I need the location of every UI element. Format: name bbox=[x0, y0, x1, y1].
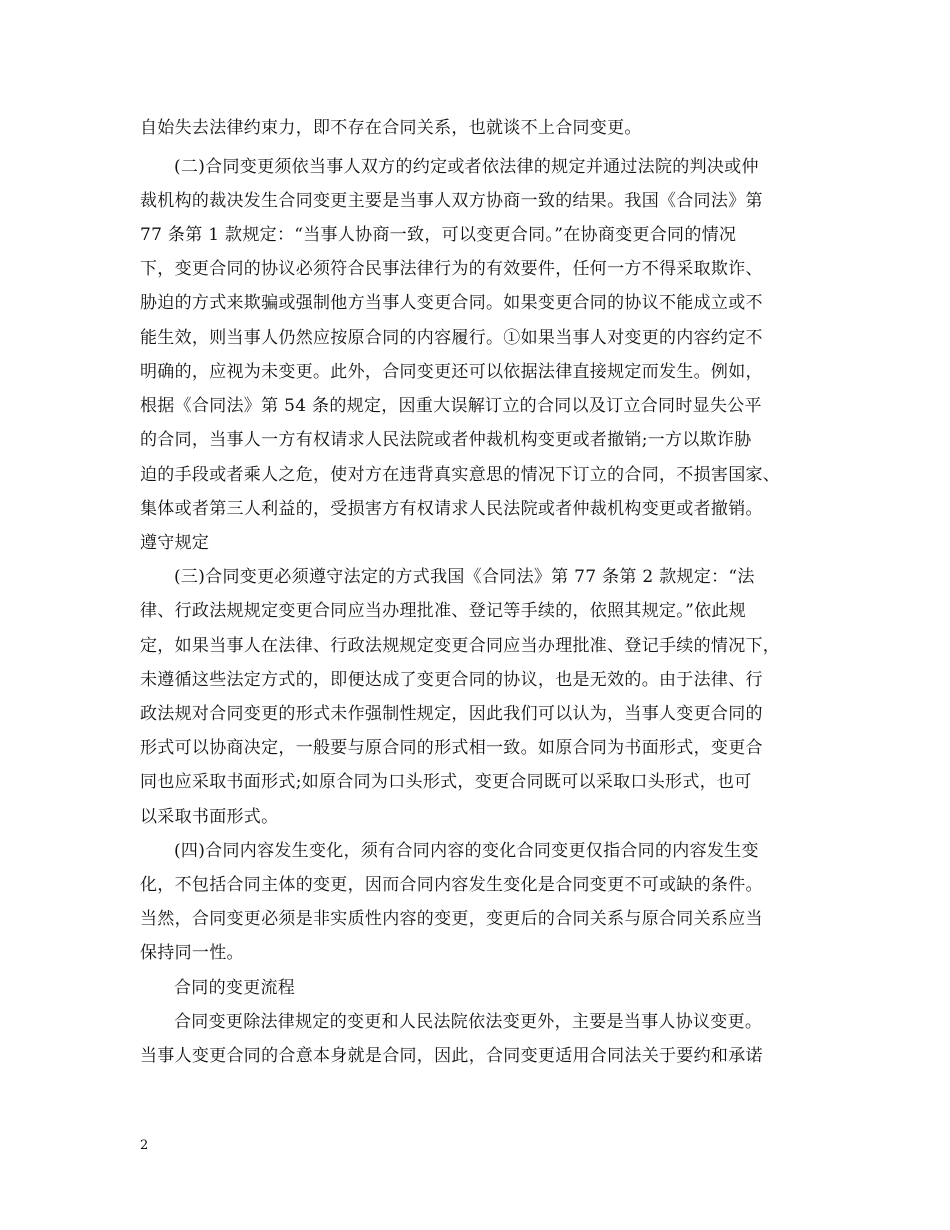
body-line: 77 条第 1 款规定：“当事人协商一致，可以变更合同。”在协商变更合同的情况 bbox=[140, 225, 737, 245]
body-line: 政法规对合同变更的形式未作强制性规定，因此我们可以认为，当事人变更合同的 bbox=[140, 704, 763, 724]
body-line: 能生效，则当事人仍然应按原合同的内容履行。①如果当事人对变更的内容约定不 bbox=[140, 328, 763, 348]
body-line: 当事人变更合同的合意本身就是合同，因此，合同变更适用合同法关于要约和承诺 bbox=[140, 1046, 763, 1066]
body-line: 形式可以协商决定，一般要与原合同的形式相一致。如原合同为书面形式，变更合 bbox=[140, 738, 763, 758]
body-line: 集体或者第三人利益的，受损害方有权请求人民法院或者仲裁机构变更或者撤销。 bbox=[140, 499, 763, 519]
paragraph-4-heading-line: (四)合同内容发生变化，须有合同内容的变化合同变更仅指合同的内容发生变 bbox=[174, 841, 759, 861]
section-label: 遵守规定 bbox=[140, 533, 210, 553]
body-line: 以采取书面形式。 bbox=[140, 807, 279, 827]
body-line: 迫的手段或者乘人之危，使对方在违背真实意思的情况下订立的合同，不损害国家、 bbox=[140, 465, 781, 485]
paragraph-2-heading-line: (二)合同变更须依当事人双方的约定或者依法律的规定并通过法院的判决或仲 bbox=[174, 157, 759, 177]
body-line: 同也应采取书面形式;如原合同为口头形式，变更合同既可以采取口头形式，也可 bbox=[140, 772, 752, 792]
section-heading: 合同的变更流程 bbox=[174, 978, 296, 998]
body-line: 定，如果当事人在法律、行政法规规定变更合同应当办理批准、登记手续的情况下， bbox=[140, 636, 781, 656]
body-line: 化，不包括合同主体的变更，因而合同内容发生变化是合同变更不可或缺的条件。 bbox=[140, 875, 763, 895]
page-number: 2 bbox=[140, 1138, 149, 1153]
body-line: 的合同，当事人一方有权请求人民法院或者仲裁机构变更或者撤销;一方以欺诈胁 bbox=[140, 430, 752, 450]
body-line: 未遵循这些法定方式的，即便达成了变更合同的协议，也是无效的。由于法律、行 bbox=[140, 670, 763, 690]
body-line: 明确的，应视为未变更。此外，合同变更还可以依据法律直接规定而发生。例如， bbox=[140, 362, 763, 382]
body-line: 下，变更合同的协议必须符合民事法律行为的有效要件，任何一方不得采取欺诈、 bbox=[140, 259, 763, 279]
body-line: 保持同一性。 bbox=[140, 943, 244, 963]
body-line: 当然，合同变更必须是非实质性内容的变更，变更后的合同关系与原合同关系应当 bbox=[140, 909, 763, 929]
body-line: 自始失去法律约束力，即不存在合同关系，也就谈不上合同变更。 bbox=[140, 118, 642, 138]
body-line: 根据《合同法》第 54 条的规定，因重大误解订立的合同以及订立合同时显失公平 bbox=[140, 396, 762, 416]
paragraph-3-heading-line: (三)合同变更必须遵守法定的方式我国《合同法》第 77 条第 2 款规定：“法 bbox=[174, 567, 755, 587]
body-line: 律、行政法规规定变更合同应当办理批准、登记等手续的，依照其规定。”依此规 bbox=[140, 601, 746, 621]
body-line: 裁机构的裁决发生合同变更主要是当事人双方协商一致的结果。我国《合同法》第 bbox=[140, 191, 763, 211]
body-line: 合同变更除法律规定的变更和人民法院依法变更外，主要是当事人协议变更。 bbox=[174, 1012, 763, 1032]
body-line: 胁迫的方式来欺骗或强制他方当事人变更合同。如果变更合同的协议不能成立或不 bbox=[140, 293, 763, 313]
